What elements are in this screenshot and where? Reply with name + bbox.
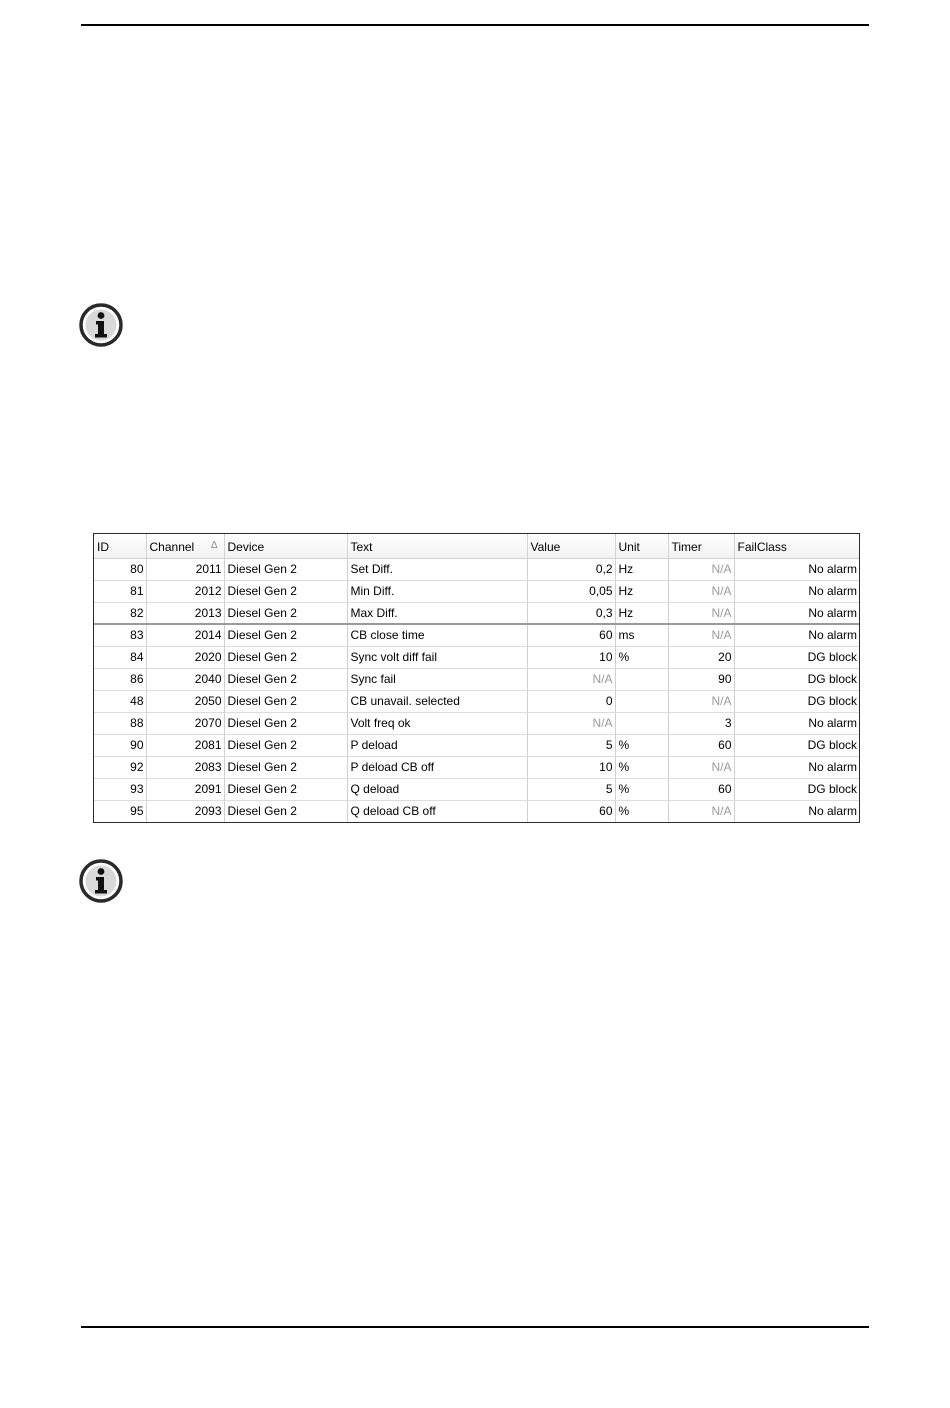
footer-rule — [81, 1326, 869, 1328]
cell-channel: 2050 — [146, 690, 224, 712]
cell-text: Set Diff. — [347, 558, 527, 580]
column-header-channel-label: Channel — [149, 539, 195, 554]
cell-device: Diesel Gen 2 — [224, 668, 347, 690]
cell-timer[interactable]: N/A — [668, 690, 734, 712]
cell-id: 86 — [94, 668, 146, 690]
cell-text: Sync volt diff fail — [347, 646, 527, 668]
cell-text: Q deload CB off — [347, 800, 527, 822]
cell-timer[interactable]: N/A — [668, 624, 734, 646]
cell-failclass[interactable]: No alarm — [734, 756, 859, 778]
cell-unit: % — [615, 756, 668, 778]
cell-id: 92 — [94, 756, 146, 778]
cell-device: Diesel Gen 2 — [224, 756, 347, 778]
cell-channel: 2013 — [146, 602, 224, 624]
cell-text: Min Diff. — [347, 580, 527, 602]
cell-text: Max Diff. — [347, 602, 527, 624]
table-row[interactable] — [94, 646, 859, 668]
cell-channel: 2083 — [146, 756, 224, 778]
column-header-value[interactable]: Value — [527, 534, 615, 558]
cell-device: Diesel Gen 2 — [224, 558, 347, 580]
cell-id: 95 — [94, 800, 146, 822]
cell-unit — [615, 690, 668, 712]
table-row[interactable] — [94, 734, 859, 756]
info-icon — [79, 859, 123, 903]
cell-channel: 2012 — [146, 580, 224, 602]
cell-channel: 2014 — [146, 624, 224, 646]
cell-value[interactable]: 60 — [527, 624, 615, 646]
cell-failclass[interactable]: DG block — [734, 668, 859, 690]
table-row[interactable] — [94, 712, 859, 734]
column-header-failclass[interactable]: FailClass — [734, 534, 859, 558]
cell-unit: Hz — [615, 602, 668, 624]
cell-channel: 2020 — [146, 646, 224, 668]
cell-value[interactable]: 10 — [527, 756, 615, 778]
cell-unit: Hz — [615, 580, 668, 602]
cell-device: Diesel Gen 2 — [224, 646, 347, 668]
table-row[interactable] — [94, 800, 859, 822]
cell-id: 81 — [94, 580, 146, 602]
column-header-text[interactable]: Text — [347, 534, 527, 558]
cell-failclass[interactable]: DG block — [734, 734, 859, 756]
table-row[interactable] — [94, 690, 859, 712]
table-row[interactable] — [94, 580, 859, 602]
cell-timer[interactable]: N/A — [668, 800, 734, 822]
cell-value[interactable]: 10 — [527, 646, 615, 668]
cell-unit: % — [615, 778, 668, 800]
column-header-device[interactable]: Device — [224, 534, 347, 558]
table-header-row — [94, 534, 859, 558]
parameter-table — [93, 533, 860, 823]
cell-unit: Hz — [615, 558, 668, 580]
cell-unit — [615, 668, 668, 690]
cell-id: 80 — [94, 558, 146, 580]
cell-device: Diesel Gen 2 — [224, 734, 347, 756]
cell-id: 84 — [94, 646, 146, 668]
table-row[interactable] — [94, 602, 859, 624]
column-header-unit[interactable]: Unit — [615, 534, 668, 558]
cell-text: Sync fail — [347, 668, 527, 690]
cell-device: Diesel Gen 2 — [224, 624, 347, 646]
cell-unit: % — [615, 646, 668, 668]
cell-timer[interactable]: N/A — [668, 558, 734, 580]
cell-timer[interactable]: N/A — [668, 756, 734, 778]
cell-channel: 2070 — [146, 712, 224, 734]
cell-unit — [615, 712, 668, 734]
cell-value[interactable]: 0,05 — [527, 580, 615, 602]
cell-unit: % — [615, 800, 668, 822]
table-row[interactable] — [94, 778, 859, 800]
header-rule — [81, 24, 869, 26]
cell-timer[interactable]: 90 — [668, 668, 734, 690]
cell-text: Q deload — [347, 778, 527, 800]
cell-failclass[interactable]: DG block — [734, 646, 859, 668]
cell-device: Diesel Gen 2 — [224, 580, 347, 602]
cell-unit: % — [615, 734, 668, 756]
cell-id: 83 — [94, 624, 146, 646]
column-header-channel[interactable] — [146, 534, 224, 558]
cell-text: P deload CB off — [347, 756, 527, 778]
cell-timer[interactable]: 3 — [668, 712, 734, 734]
cell-channel: 2091 — [146, 778, 224, 800]
info-icon — [79, 303, 123, 347]
cell-id: 48 — [94, 690, 146, 712]
cell-device: Diesel Gen 2 — [224, 690, 347, 712]
cell-timer[interactable]: N/A — [668, 580, 734, 602]
column-header-timer[interactable]: Timer — [668, 534, 734, 558]
cell-id: 93 — [94, 778, 146, 800]
cell-failclass[interactable]: No alarm — [808, 804, 857, 819]
cell-text: Volt freq ok — [347, 712, 527, 734]
cell-value[interactable]: 0,2 — [527, 558, 615, 580]
cell-unit: ms — [615, 624, 668, 646]
cell-value[interactable]: 60 — [527, 800, 615, 822]
cell-id: 82 — [94, 602, 146, 624]
table-row[interactable] — [94, 558, 859, 580]
cell-timer[interactable]: 60 — [668, 734, 734, 756]
cell-failclass[interactable]: No alarm — [734, 712, 859, 734]
cell-device: Diesel Gen 2 — [224, 778, 347, 800]
cell-timer[interactable]: 60 — [668, 778, 734, 800]
cell-failclass[interactable]: DG block — [734, 690, 859, 712]
table-body — [94, 558, 859, 822]
table-row[interactable] — [94, 756, 859, 778]
cell-value[interactable]: N/A — [527, 712, 615, 734]
cell-timer[interactable]: N/A — [668, 602, 734, 624]
cell-failclass[interactable]: No alarm — [734, 580, 859, 602]
cell-value[interactable]: 5 — [527, 778, 615, 800]
cell-failclass[interactable]: No alarm — [734, 558, 859, 580]
cell-value[interactable]: 0,3 — [527, 602, 615, 624]
cell-channel: 2093 — [146, 800, 224, 822]
sort-ascending-icon[interactable]: Δ — [210, 540, 218, 551]
cell-text: P deload — [347, 734, 527, 756]
cell-device: Diesel Gen 2 — [224, 712, 347, 734]
cell-id: 90 — [94, 734, 146, 756]
cell-device: Diesel Gen 2 — [224, 602, 347, 624]
cell-failclass[interactable]: DG block — [734, 778, 859, 800]
cell-id: 88 — [94, 712, 146, 734]
column-header-id[interactable]: ID — [94, 534, 146, 558]
cell-failclass[interactable]: No alarm — [734, 602, 859, 624]
table-row[interactable] — [94, 668, 859, 690]
cell-value[interactable]: 5 — [527, 734, 615, 756]
cell-channel: 2081 — [146, 734, 224, 756]
cell-text: CB unavail. selected — [347, 690, 527, 712]
cell-failclass[interactable]: No alarm — [734, 624, 859, 646]
cell-value[interactable]: 0 — [527, 690, 615, 712]
table-row[interactable] — [94, 624, 859, 646]
cell-channel: 2040 — [146, 668, 224, 690]
cell-channel: 2011 — [146, 558, 224, 580]
cell-value[interactable]: N/A — [527, 668, 615, 690]
cell-text: CB close time — [347, 624, 527, 646]
cell-device: Diesel Gen 2 — [224, 800, 347, 822]
cell-timer[interactable]: 20 — [668, 646, 734, 668]
